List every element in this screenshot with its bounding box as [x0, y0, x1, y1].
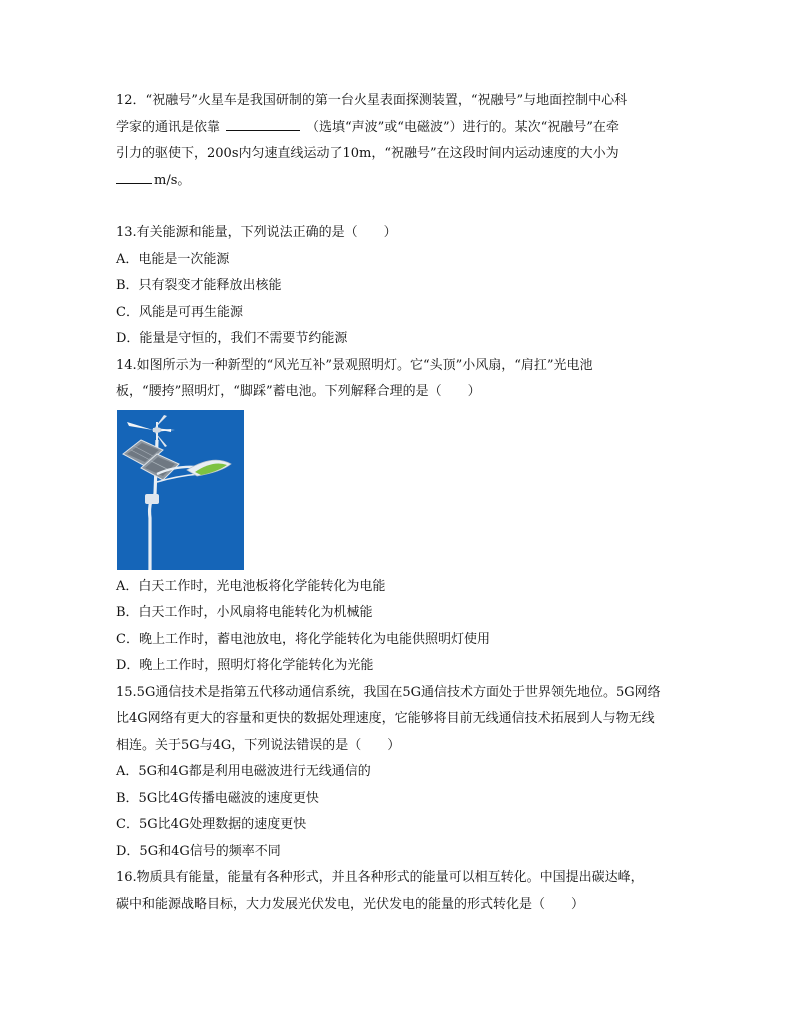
q13-option-d: D．能量是守恒的，我们不需要节约能源 [116, 331, 348, 346]
q12-unit: m/s。 [154, 172, 191, 188]
q14-option-d: D．晚上工作时，照明灯将化学能转化为光能 [116, 658, 374, 673]
question-16 [116, 865, 676, 918]
q14-option-b: B．白天工作时，小风扇将电能转化为机械能 [116, 605, 373, 620]
q15-option-d: D．5G和4G信号的频率不同 [116, 843, 281, 859]
question-13 [116, 220, 676, 353]
exam-page [116, 88, 676, 918]
q14-option-a: A．白天工作时，光电池板将化学能转化为电能 [116, 578, 386, 594]
spacer [116, 194, 676, 220]
battery-box [145, 494, 159, 504]
q15-stem-line-1: 15.5G通信技术是指第五代移动通信系统，我国在5G通信技术方面处于世界领先地位。5G网络 [116, 684, 661, 700]
answer-blank-1[interactable] [226, 118, 300, 131]
question-14 [116, 353, 676, 680]
q15-stem-line-2: 比4G网络有更大的容量和更快的数据处理速度，它能够将目前无线通信技术拓展到人与物无线 [116, 711, 655, 726]
q15-option-a: A．5G和4G都是利用电磁波进行无线通信的 [116, 764, 371, 779]
q13-stem: 13.有关能源和能量，下列说法正确的是（ ） [116, 225, 397, 240]
q12-line-2-end: （选填“声波”或“电磁波”）进行的。某次“祝融号”在牵 [306, 119, 619, 135]
q15-option-c: C．5G比4G处理数据的速度更快 [116, 817, 307, 832]
q16-stem-line-1: 16.物质具有能量，能量有各种形式，并且各种形式的能量可以相互转化。中国提出碳达峰， [116, 870, 644, 885]
q16-stem-line-2: 碳中和能源战略目标，大力发展光伏发电，光伏发电的能量的形式转化是（ ） [116, 896, 585, 912]
q14-stem-line-2: 板，“腰挎”照明灯，“脚踩”蓄电池。下列解释合理的是（ ） [116, 384, 481, 399]
question-15 [116, 680, 676, 866]
q12-line-2 [116, 115, 676, 142]
q13-option-b: B．只有裂变才能释放出核能 [116, 278, 282, 293]
answer-blank-2[interactable] [116, 171, 152, 184]
q12-line-2-start: 学家的通讯是依靠 [116, 119, 221, 135]
q12-line-3: 引力的驱使下，200s内匀速直线运动了10m，“祝融号”在这段时间内运动速度的大小为 [116, 146, 619, 161]
q14-option-c: C．晚上工作时，蓄电池放电，将化学能转化为电能供照明灯使用 [116, 631, 490, 647]
q14-stem-line-1: 14.如图所示为一种新型的“风光互补”景观照明灯。它“头顶”小风扇，“肩扛”光电池 [116, 357, 593, 373]
q13-option-c: C．风能是可再生能源 [116, 304, 243, 320]
wind-solar-street-lamp-figure [117, 410, 244, 570]
q15-stem-line-3: 相连。关于5G与4G，下列说法错误的是（ ） [116, 737, 401, 753]
q15-option-b: B．5G比4G传播电磁波的速度更快 [116, 790, 319, 806]
q12-line-4 [116, 168, 676, 195]
q12-line-1: 12．“祝融号”火星车是我国研制的第一台火星表面探测装置，“祝融号”与地面控制中心科 [116, 93, 628, 108]
question-12 [116, 88, 676, 194]
figure-background [117, 410, 244, 570]
q13-option-a: A．电能是一次能源 [116, 251, 230, 267]
